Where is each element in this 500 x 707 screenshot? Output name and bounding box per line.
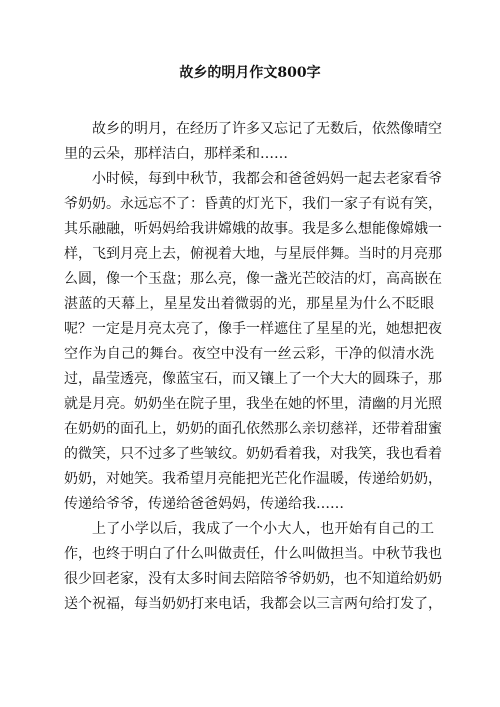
text-line: 呢？一定是月亮太亮了，像手一样遮住了星星的光，她想把夜 [64,321,442,337]
text-line: 么圆，像一个玉盘；那么亮，像一盏光芒皎洁的灯，高高嵌在 [64,271,442,287]
text-line: 里的云朵，那样洁白，那样柔和…… [64,146,288,162]
text-line: 上了小学以后，我成了一个小大人，也开始有自己的工 [92,521,434,537]
text-line: 小时候，每到中秋节，我都会和爸爸妈妈一起去老家看爷 [92,171,442,187]
text-line: 湛蓝的天幕上，星星发出着微弱的光，那星星为什么不眨眼 [64,296,434,312]
text-line: 样，飞到月亮上去，俯视着大地，与星辰伴舞。当时的月亮那 [64,246,442,262]
text-line: 的微笑，只不过多了些皱纹。奶奶看着我，对我笑，我也看着 [64,446,442,462]
text-line: 送个祝福，每当奶奶打来电话，我都会以三言两句给打发了， [64,596,442,612]
text-line: 在奶奶的面孔上，奶奶的面孔依然那么亲切慈祥，还带着甜蜜 [64,421,442,437]
text-line: 奶奶，对她笑。我希望月亮能把光芒化作温暖，传递给奶奶， [64,471,442,487]
text-line: 作，也终于明白了什么叫做责任，什么叫做担当。中秋节我也 [64,546,442,562]
text-line: 其乐融融，听妈妈给我讲嫦娥的故事。我是多么想能像嫦娥一 [64,221,442,237]
text-line: 爷奶奶。永远忘不了：昏黄的灯光下，我们一家子有说有笑， [64,196,442,212]
document-body [64,117,442,617]
text-line: 传递给爷爷，传递给爸爸妈妈，传递给我…… [64,496,344,512]
text-line: 就是月亮。奶奶坐在院子里，我坐在她的怀里，清幽的月光照 [64,396,442,412]
text-line: 故乡的明月，在经历了许多又忘记了无数后，依然像晴空 [92,121,442,137]
document-title: 故乡的明月作文800字 [179,65,321,81]
text-line: 很少回老家，没有太多时间去陪陪爷爷奶奶，也不知道给奶奶 [64,571,442,587]
text-line: 过，晶莹透亮，像蓝宝石，而又镶上了一个大大的圆珠子，那 [64,371,442,387]
text-line: 空作为自己的舞台。夜空中没有一丝云彩，干净的似清水洗 [64,346,434,362]
